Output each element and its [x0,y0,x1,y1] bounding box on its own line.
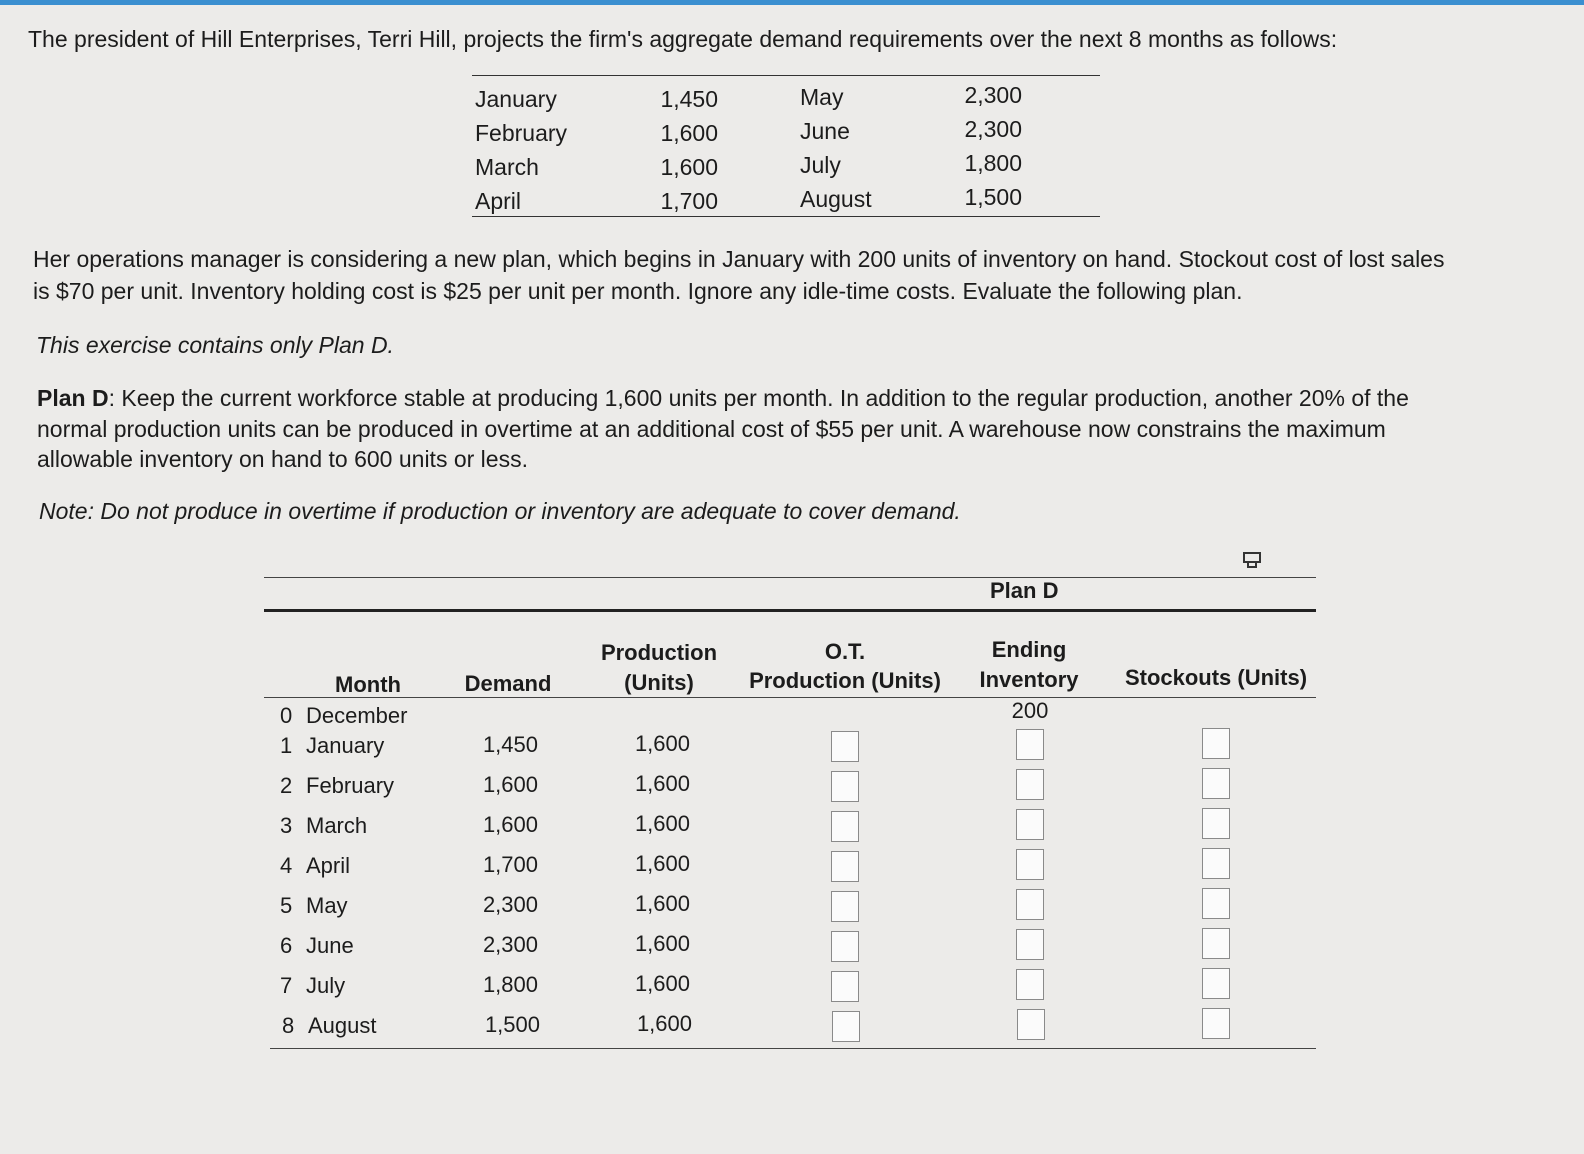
row-production: 1,600 [634,811,690,836]
ending-inventory-input[interactable] [1016,769,1044,800]
ending-inventory-input[interactable] [1016,729,1044,760]
row-number: 2 [280,773,293,798]
demand-month: June [800,118,850,144]
header-production-line1: Production [600,640,718,665]
plan-d-label: Plan D [37,385,109,411]
demand-value: 1,700 [660,188,718,214]
demand-month: May [800,84,844,110]
row-production: 1,600 [634,891,690,916]
ot-production-input[interactable] [831,771,859,802]
demand-value: 1,500 [964,184,1022,210]
ending-inventory-input[interactable] [1016,929,1044,960]
print-icon[interactable] [1242,551,1264,569]
row-production: 1,600 [634,971,690,996]
top-accent-bar [0,0,1584,5]
only-plan-text: This exercise contains only Plan D. [36,332,394,358]
plan-d-text: Keep the current workforce stable at producing 1,600 units per month. In addition to the regular production, another 20% of the [121,385,1409,411]
header-month: Month [335,672,401,697]
demand-month: March [475,154,539,180]
plan-d-description-line1: Plan D: Keep the current workforce stable at producing 1,600 units per month. In addition to the regular production, another 20% of the [37,385,1409,411]
plan-table-title: Plan D [990,578,1059,603]
row-demand: 2,300 [482,932,538,957]
row-month: August [308,1013,377,1038]
ending-inventory-input[interactable] [1016,849,1044,880]
demand-month: April [475,188,522,214]
row-demand: 1,500 [484,1012,540,1037]
header-stockouts: Stockouts (Units) [1124,665,1308,690]
ot-production-input[interactable] [831,891,859,922]
ot-production-input[interactable] [831,971,859,1002]
plan-d-description-line2: normal production units can be produced in overtime at an additional cost of $55 per unit. A warehouse now constrains the maximum [37,416,1386,442]
ot-production-input[interactable] [831,931,859,962]
header-demand: Demand [464,671,552,696]
demand-month: July [800,152,841,178]
ending-inventory-input[interactable] [1016,969,1044,1000]
demand-month: February [475,120,568,146]
row-production: 1,600 [636,1011,692,1036]
starting-inventory: 200 [1011,698,1049,723]
row-demand: 2,300 [482,892,538,917]
ot-production-input[interactable] [831,811,859,842]
row-production: 1,600 [634,851,690,876]
header-ot-line1: O.T. [824,639,866,664]
demand-value: 2,300 [964,116,1022,142]
demand-value: 1,450 [660,86,718,112]
row-number: 7 [280,973,293,998]
header-production-line2: (Units) [624,670,694,695]
row-month: January [306,733,385,758]
row-number: 6 [280,933,293,958]
scenario-text-line2: is $70 per unit. Inventory holding cost is $25 per unit per month. Ignore any idle-time costs. Evaluate the following plan. [33,278,1243,304]
demand-value: 1,600 [660,154,718,180]
row-number: 3 [280,813,293,838]
stockouts-input[interactable] [1202,928,1230,959]
row-production: 1,600 [634,771,690,796]
row-number: 5 [280,893,293,918]
stockouts-input[interactable] [1202,888,1230,919]
stockouts-input[interactable] [1202,1008,1230,1039]
table-rule-bottom [270,1048,1316,1049]
ot-production-input[interactable] [831,851,859,882]
header-ot-line2: Production (Units) [749,668,941,693]
header-ending-line1: Ending [991,637,1067,662]
row-month: April [306,853,351,878]
row-month: May [306,893,348,918]
row-number: 8 [282,1013,295,1038]
row-production: 1,600 [634,931,690,956]
stockouts-input[interactable] [1202,768,1230,799]
header-ending-line2: Inventory [979,667,1079,692]
demand-month: August [800,186,872,212]
row-month: June [306,933,354,958]
row-production: 1,600 [634,731,690,756]
ending-inventory-input[interactable] [1016,889,1044,920]
scenario-text-line1: Her operations manager is considering a new plan, which begins in January with 200 units of inventory on hand. Stockout cost of lost sales [33,246,1445,272]
demand-value: 1,800 [964,150,1022,176]
row-demand: 1,450 [482,732,538,757]
row-month: December [306,703,408,728]
table-rule-title [264,609,1316,612]
stockouts-input[interactable] [1202,728,1230,759]
plan-d-description-line3: allowable inventory on hand to 600 units or less. [37,446,528,472]
demand-value: 1,600 [660,120,718,146]
row-month: March [306,813,368,838]
row-month: July [306,973,346,998]
ending-inventory-input[interactable] [1017,1009,1045,1040]
demand-table [472,75,1100,217]
intro-text: The president of Hill Enterprises, Terri Hill, projects the firm's aggregate demand requirements over the next 8 months as follows: [28,26,1338,52]
row-demand: 1,800 [482,972,538,997]
ot-production-input[interactable] [831,731,859,762]
row-number: 4 [280,853,293,878]
row-demand: 1,600 [482,812,538,837]
stockouts-input[interactable] [1202,808,1230,839]
ot-production-input[interactable] [832,1011,860,1042]
note-text: Note: Do not produce in overtime if production or inventory are adequate to cover demand. [39,498,961,524]
demand-value: 2,300 [964,82,1022,108]
stockouts-input[interactable] [1202,968,1230,999]
stockouts-input[interactable] [1202,848,1230,879]
ending-inventory-input[interactable] [1016,809,1044,840]
row-demand: 1,600 [482,772,538,797]
row-number: 1 [280,733,293,758]
table-rule-top [264,577,1316,578]
row-demand: 1,700 [482,852,538,877]
demand-month: January [475,86,557,112]
row-number: 0 [280,703,293,728]
row-month: February [306,773,395,798]
